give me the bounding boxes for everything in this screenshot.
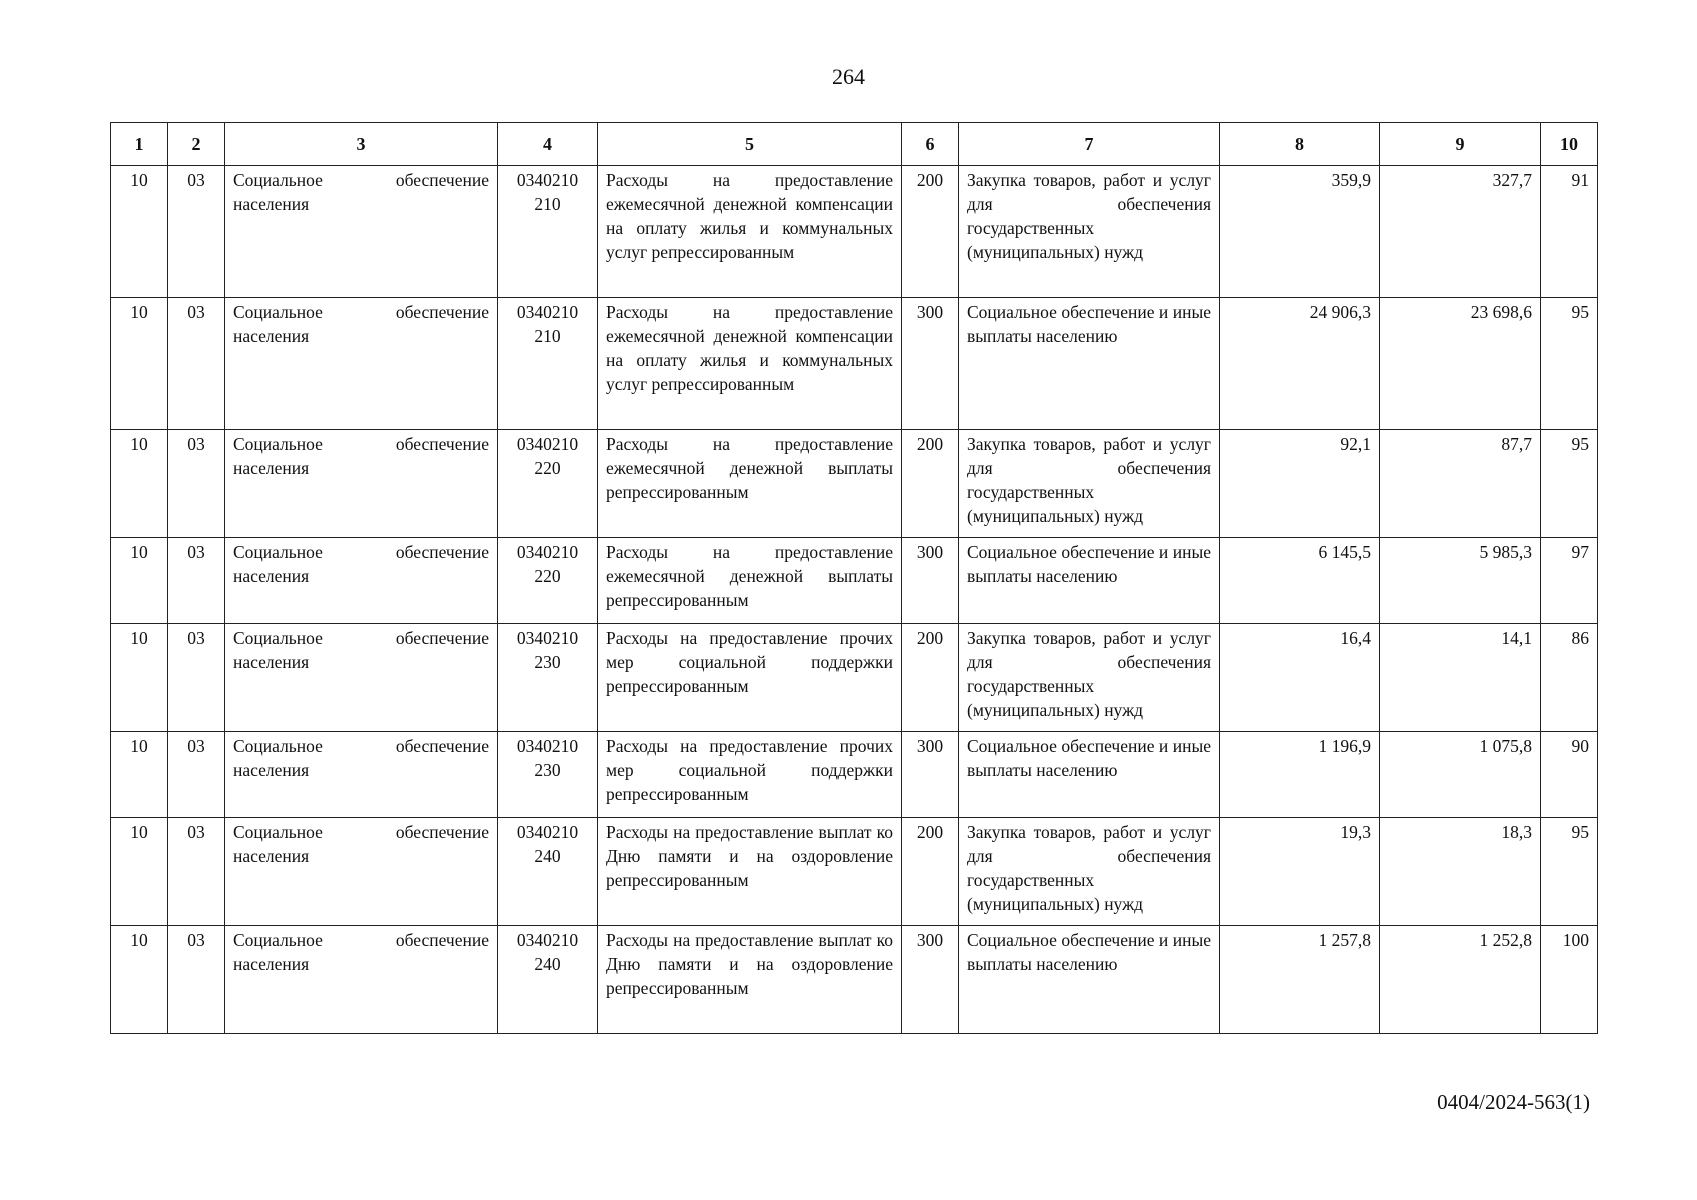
executed-amount: 327,7 (1380, 166, 1541, 298)
expense-type-code: 300 (902, 538, 959, 624)
target-item-code (498, 430, 598, 538)
target-item-code (498, 624, 598, 732)
expense-type-name: Закупка товаров, работ и услуг для обеспечения государственных (муниципальных) нужд (959, 430, 1220, 538)
table-header-row (111, 123, 1598, 166)
column-header: 10 (1541, 123, 1598, 166)
planned-amount: 92,1 (1220, 430, 1380, 538)
table-body (111, 166, 1598, 1034)
executed-amount: 18,3 (1380, 818, 1541, 926)
target-item-code-part1: 0340210 (516, 434, 579, 454)
expense-type-code: 200 (902, 624, 959, 732)
target-item-code-part1: 0340210 (516, 628, 579, 648)
section-name: Социальное обеспечение населения (225, 166, 498, 298)
target-item-code-part2: 240 (534, 954, 561, 974)
expense-description: Расходы на предоставление прочих мер социальной поддержки репрессированным (598, 624, 902, 732)
executed-amount: 23 698,6 (1380, 298, 1541, 430)
column-header: 8 (1220, 123, 1380, 166)
execution-percent: 97 (1541, 538, 1598, 624)
expense-type-name: Социальное обеспечение и иные выплаты населению (959, 926, 1220, 1034)
expense-description: Расходы на предоставление ежемесячной денежной компенсации на оплату жилья и коммунальных услуг репрессированным (598, 166, 902, 298)
planned-amount: 19,3 (1220, 818, 1380, 926)
table-row (111, 818, 1598, 926)
execution-percent: 100 (1541, 926, 1598, 1034)
expense-type-name: Социальное обеспечение и иные выплаты населению (959, 298, 1220, 430)
target-item-code (498, 538, 598, 624)
planned-amount: 6 145,5 (1220, 538, 1380, 624)
expense-type-code: 200 (902, 166, 959, 298)
target-item-code (498, 166, 598, 298)
table-row (111, 732, 1598, 818)
executed-amount: 87,7 (1380, 430, 1541, 538)
expense-type-name: Закупка товаров, работ и услуг для обеспечения государственных (муниципальных) нужд (959, 818, 1220, 926)
expense-description: Расходы на предоставление ежемесячной денежной компенсации на оплату жилья и коммунальных услуг репрессированным (598, 298, 902, 430)
execution-percent: 95 (1541, 298, 1598, 430)
section-name: Социальное обеспечение населения (225, 430, 498, 538)
section-name: Социальное обеспечение населения (225, 818, 498, 926)
expense-type-code: 200 (902, 818, 959, 926)
table-row (111, 298, 1598, 430)
column-header: 2 (168, 123, 225, 166)
expense-type-name: Закупка товаров, работ и услуг для обеспечения государственных (муниципальных) нужд (959, 166, 1220, 298)
expense-description: Расходы на предоставление ежемесячной денежной выплаты репрессированным (598, 430, 902, 538)
expense-type-code: 200 (902, 430, 959, 538)
expense-type-name: Закупка товаров, работ и услуг для обеспечения государственных (муниципальных) нужд (959, 624, 1220, 732)
planned-amount: 16,4 (1220, 624, 1380, 732)
section-code: 10 (111, 818, 168, 926)
planned-amount: 1 196,9 (1220, 732, 1380, 818)
section-name: Социальное обеспечение населения (225, 624, 498, 732)
section-code: 10 (111, 538, 168, 624)
planned-amount: 1 257,8 (1220, 926, 1380, 1034)
execution-percent: 95 (1541, 818, 1598, 926)
expense-type-code: 300 (902, 298, 959, 430)
executed-amount: 1 252,8 (1380, 926, 1541, 1034)
section-name: Социальное обеспечение населения (225, 538, 498, 624)
section-name: Социальное обеспечение населения (225, 298, 498, 430)
table-row (111, 166, 1598, 298)
table-row (111, 624, 1598, 732)
table-row (111, 926, 1598, 1034)
target-item-code (498, 818, 598, 926)
section-code: 10 (111, 166, 168, 298)
expense-description: Расходы на предоставление выплат ко Дню памяти и на оздоровление репрессированным (598, 926, 902, 1034)
subsection-code: 03 (168, 538, 225, 624)
table-row (111, 430, 1598, 538)
target-item-code-part1: 0340210 (516, 542, 579, 562)
section-code: 10 (111, 298, 168, 430)
subsection-code: 03 (168, 166, 225, 298)
document-code: 0404/2024-563(1) (1437, 1090, 1590, 1114)
expense-description: Расходы на предоставление прочих мер социальной поддержки репрессированным (598, 732, 902, 818)
expense-type-code: 300 (902, 732, 959, 818)
subsection-code: 03 (168, 430, 225, 538)
column-header: 4 (498, 123, 598, 166)
table-row (111, 538, 1598, 624)
column-header: 3 (225, 123, 498, 166)
execution-percent: 95 (1541, 430, 1598, 538)
section-code: 10 (111, 430, 168, 538)
target-item-code-part1: 0340210 (516, 736, 579, 756)
target-item-code (498, 298, 598, 430)
column-header: 1 (111, 123, 168, 166)
expense-description: Расходы на предоставление выплат ко Дню памяти и на оздоровление репрессированным (598, 818, 902, 926)
subsection-code: 03 (168, 624, 225, 732)
expense-type-name: Социальное обеспечение и иные выплаты населению (959, 732, 1220, 818)
section-name: Социальное обеспечение населения (225, 732, 498, 818)
target-item-code (498, 926, 598, 1034)
target-item-code-part2: 210 (534, 326, 561, 346)
section-code: 10 (111, 926, 168, 1034)
expense-description: Расходы на предоставление ежемесячной денежной выплаты репрессированным (598, 538, 902, 624)
section-code: 10 (111, 732, 168, 818)
target-item-code-part2: 240 (534, 846, 561, 866)
target-item-code-part1: 0340210 (516, 302, 579, 322)
execution-percent: 91 (1541, 166, 1598, 298)
expense-type-code: 300 (902, 926, 959, 1034)
planned-amount: 24 906,3 (1220, 298, 1380, 430)
execution-percent: 86 (1541, 624, 1598, 732)
column-header: 9 (1380, 123, 1541, 166)
expense-type-name: Социальное обеспечение и иные выплаты населению (959, 538, 1220, 624)
executed-amount: 1 075,8 (1380, 732, 1541, 818)
section-name: Социальное обеспечение населения (225, 926, 498, 1034)
subsection-code: 03 (168, 818, 225, 926)
page-number: 264 (832, 64, 865, 89)
executed-amount: 14,1 (1380, 624, 1541, 732)
column-header: 6 (902, 123, 959, 166)
execution-percent: 90 (1541, 732, 1598, 818)
target-item-code-part1: 0340210 (516, 822, 579, 842)
target-item-code-part2: 210 (534, 194, 561, 214)
target-item-code-part2: 230 (534, 760, 561, 780)
target-item-code-part1: 0340210 (516, 930, 579, 950)
target-item-code-part2: 220 (534, 458, 561, 478)
column-header: 5 (598, 123, 902, 166)
section-code: 10 (111, 624, 168, 732)
target-item-code-part2: 220 (534, 566, 561, 586)
column-header: 7 (959, 123, 1220, 166)
executed-amount: 5 985,3 (1380, 538, 1541, 624)
subsection-code: 03 (168, 926, 225, 1034)
target-item-code-part2: 230 (534, 652, 561, 672)
planned-amount: 359,9 (1220, 166, 1380, 298)
target-item-code-part1: 0340210 (516, 170, 579, 190)
subsection-code: 03 (168, 732, 225, 818)
target-item-code (498, 732, 598, 818)
subsection-code: 03 (168, 298, 225, 430)
budget-table (110, 122, 1598, 1034)
